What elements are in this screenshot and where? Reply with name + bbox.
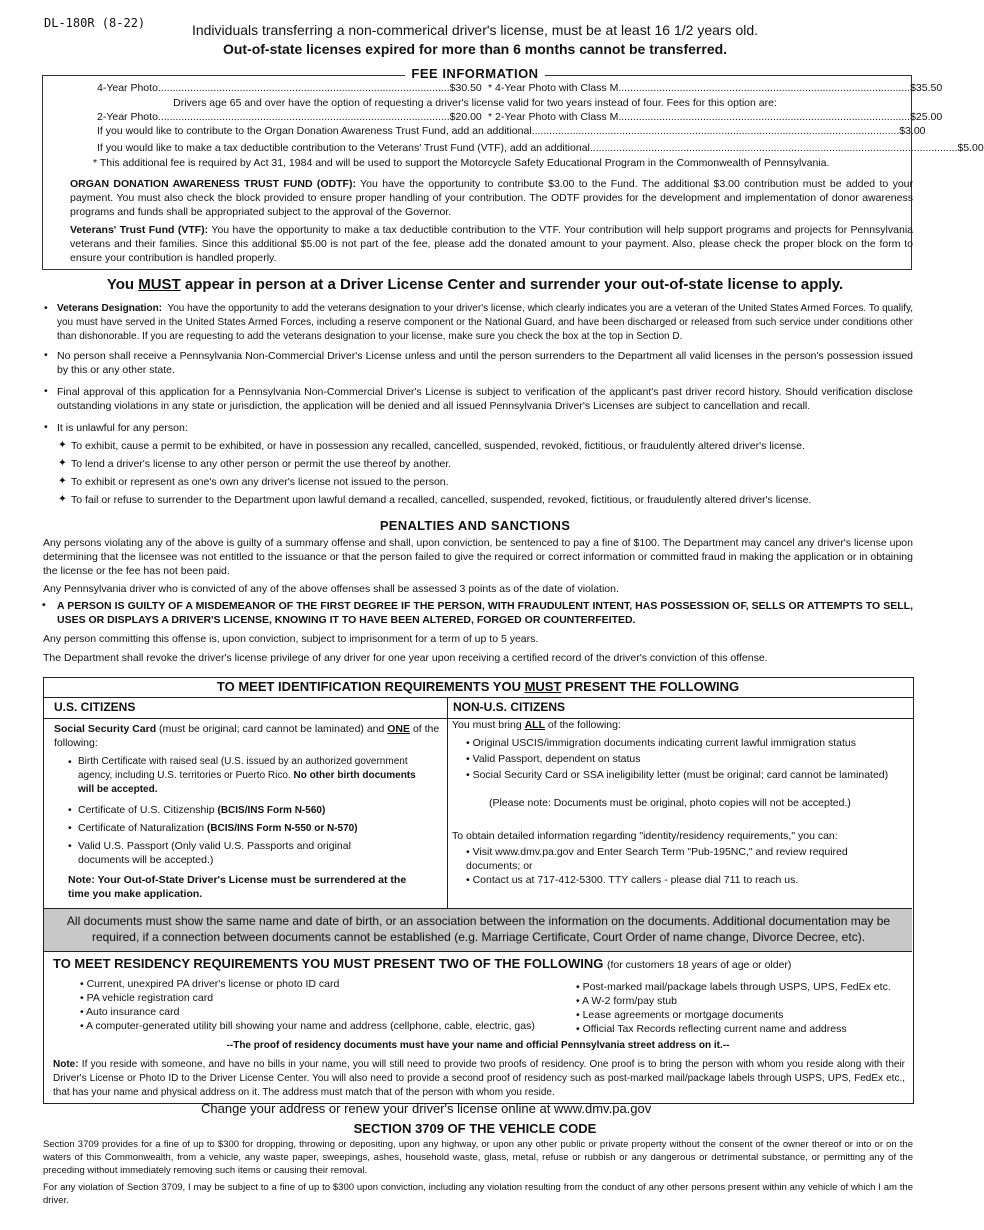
originals-note: (Please note: Documents must be original, photo copies will not be accepted.) xyxy=(489,797,851,809)
fee-4yr-photo-class-m: * 4-Year Photo with Class M .................................................................................................... $35.50 xyxy=(488,82,943,94)
bullet-dot: • xyxy=(44,385,48,397)
fee-vtf-line: If you would like to make a tax deductible contribution to the Veterans' Trust Fund (VTF), add an additional .............................................................................................................................. $5.00 xyxy=(97,142,984,154)
us-citizens-heading: U.S. CITIZENS xyxy=(54,700,136,714)
divider xyxy=(44,697,913,698)
residency-right-4: • Official Tax Records reflecting current name and address xyxy=(576,1023,847,1035)
veterans-designation: Veterans Designation: You have the opportunity to add the veterans designation to your driver's license, which clearly indicates you are a veteran of the United States Armed Forces. To qualify, you must have served in the United States Armed Forces, including a reserve component or the National Guard, and have been discharged or released from such service under conditions other than dishonorable. If you are requesting to add the veterans designation to your license, make sure you check the box at the top in Section D. xyxy=(57,303,914,342)
penalties-p2: Any Pennsylvania driver who is convicted of any of the above offenses shall be assessed 3 points as of the date of violation. xyxy=(43,583,619,595)
unlawful-item-4: To fail or refuse to surrender to the Department upon lawful demand a recalled, cancelled, suspended, revoked, fictitious, or fraudulently altered driver's license. xyxy=(71,494,812,506)
bullet-dot: • xyxy=(68,822,72,834)
act-note: * This additional fee is required by Act 31, 1984 and will be used to support the Motorcycle Safety Educational Program in the Commonwealth of Pennsylvania. xyxy=(93,157,830,169)
must-appear-line: You MUST appear in person at a Driver License Center and surrender your out-of-state license to apply. xyxy=(106,276,844,293)
penalties-title: PENALTIES AND SANCTIONS xyxy=(379,518,571,533)
naturalization-cert-item: Certificate of Naturalization (BCIS/INS Form N-550 or N-570) xyxy=(78,822,358,834)
fee-info-title: FEE INFORMATION xyxy=(0,66,950,81)
no-person-rule: No person shall receive a Pennsylvania Non-Commercial Driver's License unless and until the person surrenders to the Department all valid licenses in the person's possession issued by this or any other state. xyxy=(57,350,913,376)
bullet-dot: • xyxy=(44,302,48,314)
star-icon: ✦ xyxy=(58,493,67,505)
id-requirements-title: TO MEET IDENTIFICATION REQUIREMENTS YOU MUST PRESENT THE FOLLOWING xyxy=(216,679,740,694)
age-requirement: Individuals transferring a non-commerical driver's license, must be at least 16 1/2 years old. xyxy=(191,22,759,38)
surrender-note: Note: Your Out-of-State Driver's License must be surrendered at the time you make application. xyxy=(68,874,407,900)
residency-right-2: • A W-2 form/pay stub xyxy=(576,995,677,1007)
age65-note: Drivers age 65 and over have the option of requesting a driver's license valid for two years instead of four. Fees for this option are: xyxy=(173,97,777,109)
online-change-line: Change your address or renew your driver's license online at www.dmv.pa.gov xyxy=(201,1101,652,1116)
residency-left-2: • PA vehicle registration card xyxy=(80,992,214,1004)
form-code: DL-180R (8-22) xyxy=(44,16,146,30)
final-approval-rule: Final approval of this application for a Pennsylvania Non-Commercial Driver's License is subject to verification of the applicant's past driver record history. Should verification disclose outstanding violations in any state or jurisdiction, the application will be denied and all issued Pennsylvania Driver's Licenses are subject to cancellation and recall. xyxy=(57,386,913,412)
penalties-p3: A PERSON IS GUILTY OF A MISDEMEANOR OF THE FIRST DEGREE IF THE PERSON, WITH FRAUDULENT INTENT, HAS POSSESSION OF, SELLS OR ATTEMPTS TO SELL, USES OR DISPLAYS A DRIVER'S LICENSE, KNOWING IT TO HAVE BEEN ALTERED, FORGED OR COUNTERFEITED. xyxy=(57,600,913,626)
birth-certificate-item: Birth Certificate with raised seal (U.S. issued by an authorized government agency, including U.S. territories or Puerto Rico. No other birth documents will be accepted. xyxy=(78,756,416,795)
bullet-dot: • xyxy=(44,421,48,433)
section-3709-title: SECTION 3709 OF THE VEHICLE CODE xyxy=(353,1121,597,1136)
bullet-dot: • xyxy=(68,804,72,816)
bullet-dot: • xyxy=(42,599,46,611)
bullet-dot: • xyxy=(44,349,48,361)
fee-2yr-photo: 2-Year Photo .................................................................................................... $20.00 xyxy=(97,111,482,123)
section-3709-p1: Section 3709 provides for a fine of up to $300 for dropping, throwing or depositing, upon any highway, or upon any other public or private property without the consent of the owner thereof or into or on the waters of this Commonwealth, from a vehicle, any waste paper, sweepings, ashes, household waste, glass, metal, refuse or rubbish or any dangerous or detrimental substance, or permitting any of the preceding without immediately removing such items or causing their removal. xyxy=(43,1139,913,1176)
fee-2yr-photo-class-m: * 2-Year Photo with Class M .................................................................................................... $25.00 xyxy=(488,111,943,123)
non-us-item-3: • Social Security Card or SSA ineligibility letter (must be original; card cannot be laminated) xyxy=(466,769,889,781)
bullet-dot: • xyxy=(68,756,72,768)
fee-4yr-photo: 4-Year Photo .................................................................................................... $30.50 xyxy=(97,82,482,94)
vtf-paragraph: Veterans' Trust Fund (VTF): You have the opportunity to make a tax deductible contribution to the VTF. Your contribution will help support programs and projects for Pennsylvania veterans and their families. Since this additional $5.00 is not part of the fee, please add the donated amount to your payment. Also, please check the proper block on the form to ensure your contribution is handled properly. xyxy=(70,224,913,264)
residency-title: TO MEET RESIDENCY REQUIREMENTS YOU MUST PRESENT TWO OF THE FOLLOWING (for customers 18 years of age or older) xyxy=(53,956,792,971)
contact-item-1: • Visit www.dmv.pa.gov and Enter Search Term "Pub-195NC," and review required documents; or xyxy=(466,846,848,872)
citizenship-cert-item: Certificate of U.S. Citizenship (BCIS/INS Form N-560) xyxy=(78,804,326,816)
penalties-p5: The Department shall revoke the driver's license privilege of any driver for one year upon receiving a certified record of the driver's conviction of this offense. xyxy=(43,652,768,664)
contact-intro: To obtain detailed information regarding "identity/residency requirements," you can: xyxy=(452,830,838,842)
star-icon: ✦ xyxy=(58,475,67,487)
odtf-paragraph: ORGAN DONATION AWARENESS TRUST FUND (ODTF): You have the opportunity to contribute $3.00 to the Fund. The additional $3.00 contribution must be added to your payment. You must also check the block provided to ensure proper handling of your contribution. The ODTF provides for the development and implementation of donor awareness programs and funds shall be appropriated subject to the approval of the Governor. xyxy=(70,178,913,218)
penalties-p1: Any persons violating any of the above is guilty of a summary offense and shall, upon conviction, be sentenced to pay a fine of $100. The Department may cancel any driver's license upon determining that the licensee was not entitled to the issuance or that the person failed to give the required or correct information or committed fraud in making the application or in obtaining the license or the fee has not been paid. xyxy=(43,537,913,577)
ss-card-requirement: Social Security Card (must be original; card cannot be laminated) and ONE of the following: xyxy=(54,723,440,749)
unlawful-item-2: To lend a driver's license to any other person or permit the use thereof by another. xyxy=(71,458,452,470)
non-us-item-2: • Valid Passport, dependent on status xyxy=(466,753,641,765)
column-divider xyxy=(447,697,448,908)
bullet-dot: • xyxy=(68,840,72,852)
star-icon: ✦ xyxy=(58,457,67,469)
residency-right-1: • Post-marked mail/package labels through USPS, UPS, FedEx etc. xyxy=(576,981,891,993)
residency-left-3: • Auto insurance card xyxy=(80,1006,180,1018)
residency-right-3: • Lease agreements or mortgage documents xyxy=(576,1009,784,1021)
passport-item: Valid U.S. Passport (Only valid U.S. Passports and original documents will be accepted.) xyxy=(78,840,351,866)
fee-odtf-line: If you would like to contribute to the Organ Donation Awareness Trust Fund, add an additional .............................................................................................................................. $3.00 xyxy=(97,125,926,137)
section-3709-p2: For any violation of Section 3709, I may be subject to a fine of up to $300 upon conviction, including any violation resulting from the conduct of any other persons present within any vehicle of which I am the driver. xyxy=(43,1182,913,1206)
penalties-p4: Any person committing this offense is, upon conviction, subject to imprisonment for a term of up to 5 years. xyxy=(43,633,539,645)
non-us-citizens-heading: NON-U.S. CITIZENS xyxy=(453,700,566,714)
residency-left-4: • A computer-generated utility bill showing your name and address (cellphone, cable, electric, gas) xyxy=(80,1020,535,1032)
non-us-item-1: • Original USCIS/immigration documents indicating current lawful immigration status xyxy=(466,737,856,749)
unlawful-item-3: To exhibit or represent as one's own any driver's license not issued to the person. xyxy=(71,476,449,488)
unlawful-intro: It is unlawful for any person: xyxy=(57,422,188,434)
same-name-notice-text: All documents must show the same name and date of birth, or an association between the information on the documents. Additional documentation may be required, if a connection between documents cannot be established (e.g. Marriage Certificate, Court Order of name change, Divorce Decree, etc). xyxy=(66,914,891,944)
expiry-rule: Out-of-state licenses expired for more than 6 months cannot be transferred. xyxy=(222,41,728,57)
unlawful-item-1: To exhibit, cause a permit to be exhibited, or have in possession any recalled, cancelled, suspended, revoked, fictitious, or fraudulently altered driver's license. xyxy=(71,440,805,452)
residency-proof-note: --The proof of residency documents must have your name and official Pennsylvania street address on it.-- xyxy=(226,1040,730,1051)
star-icon: ✦ xyxy=(58,439,67,451)
residency-note: Note: If you reside with someone, and have no bills in your name, you will still need to provide two proofs of residency. One proof is to bring the person with whom you reside along with their Driver's License or Photo ID to the Driver License Center. You will also need to provide a second proof of residency such as post-marked mail/package labels through USPS, UPS, FedEx etc., that has your name and physical address on it. The address must match that of the person with whom you reside. xyxy=(53,1059,905,1098)
non-us-bring-all: You must bring ALL of the following: xyxy=(452,719,621,731)
residency-left-1: • Current, unexpired PA driver's license or photo ID card xyxy=(80,978,340,990)
contact-item-2: • Contact us at 717-412-5300. TTY callers - please dial 711 to reach us. xyxy=(466,874,799,886)
